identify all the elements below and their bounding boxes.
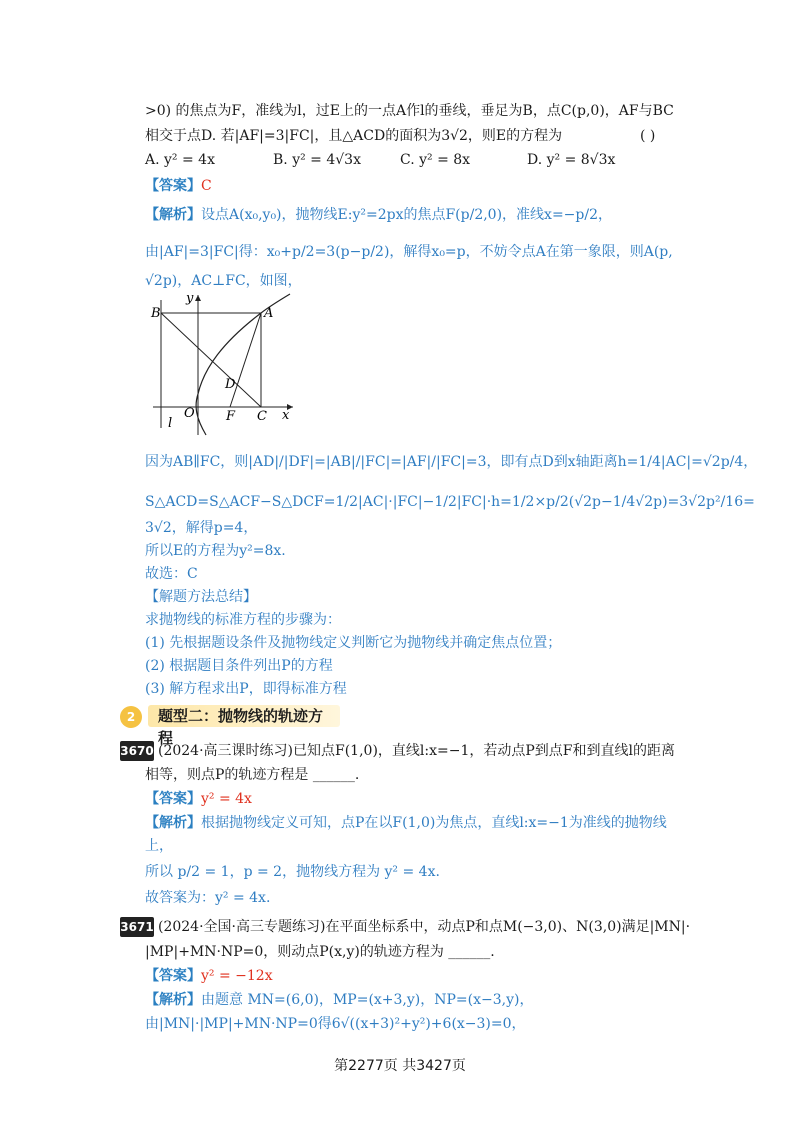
analysis-line-6: 3√2，解得p=4， xyxy=(145,520,258,536)
method-summary-tag: 【解题方法总结】 xyxy=(145,589,257,605)
page-footer: 第2277页 共3427页 xyxy=(334,1058,466,1074)
analysis-line-1: 【解析】设点A(x₀,y₀)，抛物线E:y²=2px的焦点F(p/2,0)，准线x=−p/2， xyxy=(145,207,612,223)
option-d: D. y² = 8√3x xyxy=(527,152,616,168)
label-d: D xyxy=(225,377,236,392)
question-number-3671: 3671 xyxy=(120,917,154,937)
label-y: y xyxy=(186,291,194,306)
section-title: 题型二：抛物线的轨迹方程 xyxy=(148,705,340,727)
option-a: A. y² = 4x xyxy=(145,152,215,168)
label-c: C xyxy=(257,409,267,424)
option-b: B. y² = 4√3x xyxy=(273,152,361,168)
analysis-tag: 【解析】 xyxy=(145,207,201,223)
answer-paren: ( ) xyxy=(640,128,656,144)
label-b: B xyxy=(151,306,161,321)
analysis-line-7: 所以E的方程为y²=8x. xyxy=(145,543,286,559)
answer-tag: 【答案】 xyxy=(145,178,201,194)
q3670-analysis-line-3: 所以 p/2 = 1，p = 2，抛物线方程为 y² = 4x. xyxy=(145,864,440,880)
q3670-analysis-line-2: 上， xyxy=(145,838,173,854)
label-a: A xyxy=(264,306,274,321)
label-l: l xyxy=(168,416,173,431)
section-badge: 2 xyxy=(120,706,142,728)
q3671-analysis-line-1: 【解析】由题意 MN=(6,0)，MP=(x+3,y)，NP=(x−3,y)， xyxy=(145,992,534,1008)
label-x: x xyxy=(282,408,290,423)
method-summary-line-4: (3) 解方程求出P，即得标准方程 xyxy=(145,681,347,697)
analysis-line-3: √2p)，AC⊥FC，如图， xyxy=(145,273,302,289)
q3670-analysis-line-4: 故答案为：y² = 4x. xyxy=(145,890,271,906)
analysis-line-4: 因为AB∥FC，则|AD|/|DF|=|AB|/|FC|=|AF|/|FC|=3，即有点D到x轴距离h=1/4|AC|=√2p/4， xyxy=(145,454,758,470)
q3670-answer-row: 【答案】y² = 4x xyxy=(145,791,252,807)
label-f: F xyxy=(226,409,236,424)
problem-text-line-2: 相交于点D. 若|AF|=3|FC|，且△ACD的面积为3√2，则E的方程为 xyxy=(145,128,563,144)
analysis-line-2: 由|AF|=3|FC|得：x₀+p/2=3(p−p/2)，解得x₀=p，不妨令点A在第一象限，则A(p, xyxy=(145,244,673,260)
label-o: O xyxy=(184,406,195,421)
parabola-figure xyxy=(148,290,298,440)
answer-value: C xyxy=(201,178,212,194)
analysis-line-8: 故选：C xyxy=(145,566,198,582)
q3671-answer-row: 【答案】y² = −12x xyxy=(145,968,273,984)
problem-text-line-1: >0) 的焦点为F，准线为l，过E上的一点A作l的垂线，垂足为B，点C(p,0)，AF与BC xyxy=(145,103,674,119)
question-number-3670: 3670 xyxy=(120,741,154,761)
method-summary-line-3: (2) 根据题目条件列出P的方程 xyxy=(145,658,333,674)
q3671-analysis-line-2: 由|MN|·|MP|+MN·NP=0得6√((x+3)²+y²)+6(x−3)=0， xyxy=(145,1016,526,1032)
method-summary-line-1: 求抛物线的标准方程的步骤为： xyxy=(145,612,341,628)
analysis-line-5: S△ACD=S△ACF−S△DCF=1/2|AC|·|FC|−1/2|FC|·h=1/2×p/2(√2p−1/4√2p)=3√2p²/16= xyxy=(145,494,755,510)
q3671-line-1: (2024·全国·高三专题练习)在平面坐标系中，动点P和点M(−3,0)、N(3,0)满足|MN|· xyxy=(158,919,691,935)
q3670-analysis-line-1: 【解析】根据抛物线定义可知，点P在以F(1,0)为焦点，直线l:x=−1为准线的抛物线 xyxy=(145,815,667,831)
section-header xyxy=(120,704,340,747)
q3671-line-2: |MP|+MN·NP=0，则动点P(x,y)的轨迹方程为 ______. xyxy=(145,944,495,960)
q3670-answer: y² = 4x xyxy=(201,791,252,807)
option-c: C. y² = 8x xyxy=(400,152,471,168)
answer-row xyxy=(145,176,212,196)
method-summary-line-2: (1) 先根据题设条件及抛物线定义判断它为抛物线并确定焦点位置； xyxy=(145,635,562,651)
q3670-line-2: 相等，则点P的轨迹方程是 ______. xyxy=(145,767,360,783)
q3671-answer: y² = −12x xyxy=(201,968,273,984)
q3670-line-1: (2024·高三课时练习)已知点F(1,0)，直线l:x=−1，若动点P到点F和到直线l的距离 xyxy=(158,743,675,759)
